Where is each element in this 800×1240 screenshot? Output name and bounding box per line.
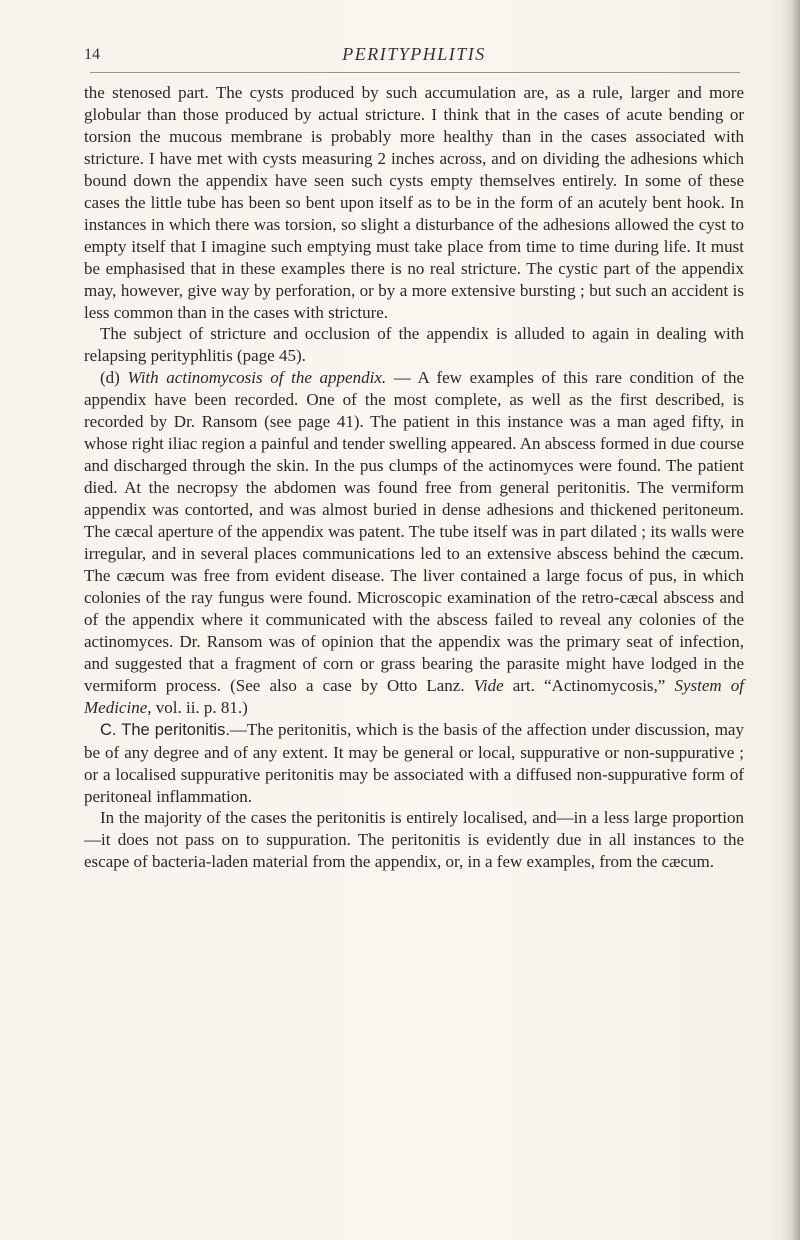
paragraph-stenosed-cysts: the stenosed part. The cysts produced by such accumulation are, as a rule, larger and more globular than those produced by actual stricture. I think that in the cases of acute bending or torsion the mucous membrane is probably more healthy than in the cases associated with stricture. I have met with cysts measuring 2 inches across, and on dividing the adhesions which bound down the appendix have seen such cysts empty themselves entirely. In some of these cases the little tube has been so bent upon itself as to be in the form of an acutely bent hook. In instances in which there was torsion, so slight a disturbance of the adhesions allowed the cyst to empty itself that I imagine such emptying must take place from time to time during life. It must be emphasised that in these examples there is no real stricture. The cystic part of the appendix may, however, give way by perforation, or by a more extensive bursting ; but such an accident is less common than in the cases with stricture. xyxy=(84,83,744,322)
vide-reference: Vide xyxy=(473,675,504,695)
paragraph-peritonitis xyxy=(84,719,744,808)
page-header xyxy=(84,44,744,70)
paragraph-actinomycosis xyxy=(84,367,744,718)
page-edge-shadow xyxy=(782,0,800,1240)
paragraph-stricture-occlusion: The subject of stricture and occlusion of the appendix is alluded to again in dealing with relapsing perityphlitis (page 45). xyxy=(84,324,744,366)
paragraph-localised-peritonitis: In the majority of the cases the peritonitis is entirely localised, and—in a less large proportion—it does not pass on to suppuration. The peritonitis is evidently due in all instances to the escape of bacteria-laden material from the appendix, or, in a few examples, from the cæcum. xyxy=(84,808,744,872)
section-heading-peritonitis: C. The peritonitis. xyxy=(100,720,230,739)
citation-volume: vol. ii. p. 81.) xyxy=(151,697,248,717)
subsection-label: (d) xyxy=(100,368,120,388)
system-of-medicine-title: System of Medicine, xyxy=(84,675,744,717)
header-rule xyxy=(90,72,740,73)
actinomycosis-text: — A few examples of this rare condition of the appendix have been recorded. One of the most complete, as well as the first described, is recorded by Dr. Ransom (see page 41). The patient in this instance was a man aged fifty, in whose right iliac region a painful and tender swelling appeared. An abscess formed in due course and discharged through the skin. In the pus clumps of the actinomyces were found. The patient died. At the necropsy the abdomen was found free from general peritonitis. The vermiform appendix was contorted, and was almost buried in dense adhesions and thickened peritoneum. The cæcal aperture of the appendix was patent. The tube itself was in part dilated ; its walls were irregular, and in several places communications led to an extensive abscess behind the cæcum. The cæcum was free from evident disease. The liver contained a large focus of pus, in which colonies of the ray fungus were found. Microscopic examination of the retro-cæcal abscess and of the appendix where it communicated with the abscess failed to reveal any colonies of the actinomyces. Dr. Ransom was of opinion that the appendix was the primary seat of infection, and suggested that a fragment of corn or grass bearing the parasite might have lodged in the vermiform process. (See also a case by Otto Lanz. xyxy=(84,368,744,695)
running-head: PERITYPHLITIS xyxy=(342,44,486,64)
body-text xyxy=(84,82,744,873)
page-number: 14 xyxy=(84,46,100,63)
peritonitis-text: —The peritonitis, which is the basis of the affection under discussion, may be of any degree and of any extent. It may be general or local, suppurative or non-suppurative ; or a localised suppurative peritonitis may be associated with a diffused non-suppurative form of peritoneal inflammation. xyxy=(84,719,744,806)
subsection-title: With actinomycosis of the appendix. xyxy=(127,368,387,388)
actinomycosis-citation: art. “Actinomycosis,” xyxy=(503,675,675,695)
